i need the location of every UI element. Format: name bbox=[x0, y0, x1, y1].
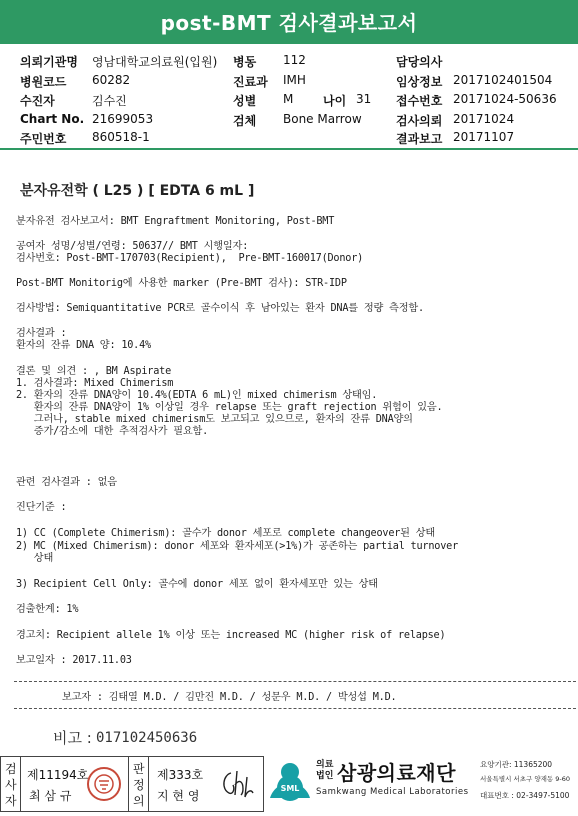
institution-phone: 대표번호 : 02-3497-5100 bbox=[480, 791, 570, 800]
header-label: 의뢰기관명 bbox=[20, 55, 78, 69]
report-line: 검사번호: Post-BMT-170703(Recipient), Pre-BMT-160017(Donor) bbox=[16, 253, 364, 264]
header-label: 결과보고 bbox=[396, 132, 443, 146]
header-label: 임상정보 bbox=[396, 75, 443, 89]
header-value: 영남대학교의료원(입원) bbox=[92, 55, 218, 69]
report-line: 검출한계: 1% bbox=[16, 604, 79, 615]
report-line: 2. 환자의 잔류 DNA양이 10.4%(EDTA 6 mL)인 mixed chimerism 상태임. bbox=[16, 390, 378, 401]
report-line: 2) MC (Mixed Chimerism): donor 세포와 환자세포(>1%)가 공존하는 partial turnover bbox=[16, 541, 459, 552]
header-label: 검사의뢰 bbox=[396, 114, 443, 128]
header-label: 나이 bbox=[323, 94, 347, 108]
header-value: 20171107 bbox=[453, 130, 515, 144]
header-value: Bone Marrow bbox=[283, 112, 362, 126]
report-line: 증가/감소에 대한 추적검사가 필요함. bbox=[16, 426, 209, 437]
reviewer-signature-icon bbox=[217, 767, 257, 801]
header-value: 김수진 bbox=[92, 94, 127, 108]
report-line: Post-BMT Monitorig에 사용한 marker (Pre-BMT 검사): STR-IDP bbox=[16, 278, 347, 289]
tester-name: 최 삼 규 bbox=[29, 789, 72, 803]
header-label: 주민번호 bbox=[20, 132, 67, 146]
org-prefix: 의료법인 bbox=[316, 760, 334, 781]
header-value: 20171024 bbox=[453, 112, 515, 126]
logo-text: SML bbox=[280, 784, 300, 793]
tester-license: 제11194호 bbox=[27, 768, 89, 782]
report-line: 관련 검사결과 : 없음 bbox=[16, 477, 117, 488]
tester-box bbox=[0, 756, 132, 812]
header-value: 2017102401504 bbox=[453, 73, 553, 87]
header-label: 진료과 bbox=[233, 75, 268, 89]
reporters-line: 보고자 : 김태열 M.D. / 김만진 M.D. / 성문우 M.D. / 박성섭 M.D. bbox=[62, 692, 397, 703]
header-label: 접수번호 bbox=[396, 94, 443, 108]
header-value: 860518-1 bbox=[92, 130, 150, 144]
header-label: 성별 bbox=[233, 94, 257, 108]
header-divider bbox=[0, 148, 578, 150]
report-line: 상태 bbox=[16, 553, 54, 564]
report-line: 결론 및 의견 : , BM Aspirate bbox=[16, 366, 172, 377]
org-name: 삼광의료재단 bbox=[337, 761, 456, 785]
tester-label: 검사자 bbox=[5, 762, 17, 808]
header-label: Chart No. bbox=[20, 112, 85, 126]
institution-address: 서울특별시 서초구 양재동 9-60 bbox=[480, 775, 571, 783]
report-line: 환자의 잔류 DNA 양: 10.4% bbox=[16, 340, 151, 351]
report-line: 그러나, stable mixed chimerism도 보고되고 있으므로, 환자의 잔류 DNA양의 bbox=[16, 414, 413, 425]
dashed-divider-bottom bbox=[14, 708, 576, 709]
report-title: post-BMT 검사결과보고서 bbox=[0, 0, 578, 44]
header-value: IMH bbox=[283, 73, 306, 87]
reviewer-license: 제333호 bbox=[157, 768, 204, 782]
header-value: 21699053 bbox=[92, 112, 154, 126]
header-value: 31 bbox=[356, 92, 372, 106]
report-line: 환자의 잔류 DNA양이 1% 이상일 경우 relapse 또는 graft rejection 위험이 있음. bbox=[16, 402, 443, 413]
remarks-label: 비고 : bbox=[53, 729, 92, 747]
header-label: 수진자 bbox=[20, 94, 55, 108]
sml-logo-icon bbox=[268, 758, 312, 804]
report-line: 보고일자 : 2017.11.03 bbox=[16, 655, 132, 666]
org-english-name: Samkwang Medical Laboratories bbox=[316, 787, 469, 797]
report-line: 진단기준 : bbox=[16, 502, 67, 513]
institution-code: 요양기관: 11365200 bbox=[480, 760, 553, 769]
header-value: 20171024-50636 bbox=[453, 92, 557, 106]
reviewer-name: 지 현 영 bbox=[157, 789, 200, 803]
dashed-divider-top bbox=[14, 681, 576, 682]
report-line: 검사결과 : bbox=[16, 328, 67, 339]
report-line: 경고치: Recipient allele 1% 이상 또는 increased MC (higher risk of relapse) bbox=[16, 630, 446, 641]
report-line: 3) Recipient Cell Only: 골수에 donor 세포 없이 환자세포만 있는 상태 bbox=[16, 579, 378, 590]
reviewer-divider bbox=[148, 757, 149, 811]
header-label: 담당의사 bbox=[396, 55, 443, 69]
reviewer-label: 판정의 bbox=[133, 762, 145, 808]
reviewer-box bbox=[128, 756, 264, 812]
header-label: 병원코드 bbox=[20, 75, 67, 89]
header-value: 112 bbox=[283, 53, 306, 67]
section-title: 분자유전학 ( L25 ) [ EDTA 6 mL ] bbox=[20, 183, 255, 199]
tester-seal-icon bbox=[87, 767, 121, 801]
remarks-value: 017102450636 bbox=[96, 730, 198, 746]
report-line: 공여자 성명/성별/연령: 50637// BMT 시행일자: bbox=[16, 241, 249, 252]
report-line: 분자유전 검사보고서: BMT Engraftment Monitoring, Post-BMT bbox=[16, 216, 335, 227]
header-label: 검체 bbox=[233, 114, 257, 128]
header-value: 60282 bbox=[92, 73, 131, 87]
report-line: 1. 검사결과: Mixed Chimerism bbox=[16, 378, 174, 389]
tester-divider bbox=[20, 757, 21, 811]
report-line: 1) CC (Complete Chimerism): 골수가 donor 세포로 complete changeover된 상태 bbox=[16, 528, 436, 539]
header-label: 병동 bbox=[233, 55, 257, 69]
report-line: 검사방법: Semiquantitative PCR로 골수이식 후 남아있는 환자 DNA를 정량 측정함. bbox=[16, 303, 424, 314]
header-value: M bbox=[283, 92, 294, 106]
